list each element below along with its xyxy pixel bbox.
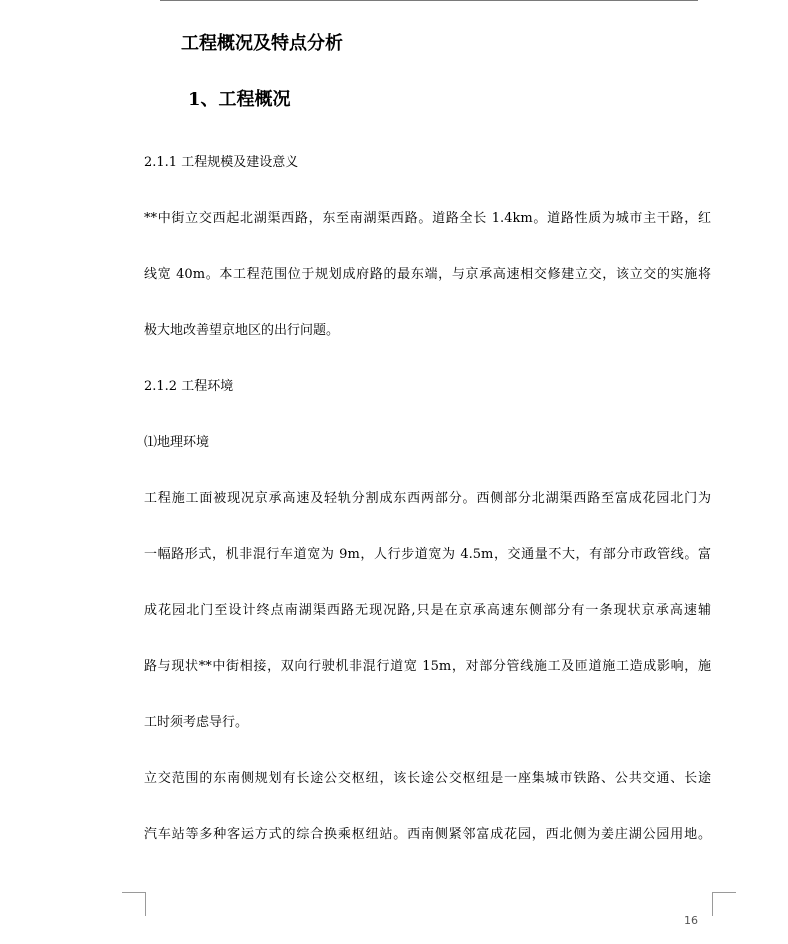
- crop-mark-bottom-left-vertical: [145, 892, 146, 916]
- paragraph-line: 立交范围的东南侧规划有长途公交枢纽，该长途公交枢纽是一座集城市铁路、公共交通、长途: [144, 771, 711, 786]
- document-title: 工程概况及特点分析: [181, 33, 343, 54]
- paragraph-line: 一幅路形式，机非混行车道宽为 9m，人行步道宽为 4.5m，交通量不大，有部分市政管线。富: [144, 547, 711, 562]
- section-heading: 1、工程概况: [188, 89, 291, 110]
- subsection-heading-2-1-2: 2.1.2 工程环境: [144, 379, 234, 394]
- paragraph-line: 工程施工面被现况京承高速及轻轨分割成东西两部分。西侧部分北湖渠西路至富成花园北门为: [144, 491, 711, 506]
- paragraph-line: 极大地改善望京地区的出行问题。: [144, 323, 340, 338]
- crop-mark-bottom-left: [122, 892, 146, 893]
- crop-mark-bottom-right: [712, 892, 736, 893]
- crop-mark-bottom-right-vertical: [712, 892, 713, 916]
- subsection-heading-2-1-1: 2.1.1 工程规模及建设意义: [144, 155, 299, 170]
- paragraph-line: **中街立交西起北湖渠西路，东至南湖渠西路。道路全长 1.4km。道路性质为城市主干路，红: [144, 211, 711, 226]
- paragraph-line: 成花园北门至设计终点南湖渠西路无现况路,只是在京承高速东侧部分有一条现状京承高速辅: [144, 603, 711, 618]
- header-rule: [160, 0, 698, 1]
- paragraph-line: 汽车站等多种客运方式的综合换乘枢纽站。西南侧紧邻富成花园，西北侧为姜庄湖公园用地。: [144, 827, 711, 842]
- paragraph-line: 线宽 40m。本工程范围位于规划成府路的最东端，与京承高速相交修建立交，该立交的实施将: [144, 267, 711, 282]
- list-item-heading: ⑴地理环境: [144, 435, 210, 450]
- page-number: 16: [684, 914, 698, 927]
- paragraph-line: 工时须考虑导行。: [144, 715, 249, 730]
- paragraph-line: 路与现状**中街相接，双向行驶机非混行道宽 15m，对部分管线施工及匝道施工造成影响，施: [144, 659, 711, 674]
